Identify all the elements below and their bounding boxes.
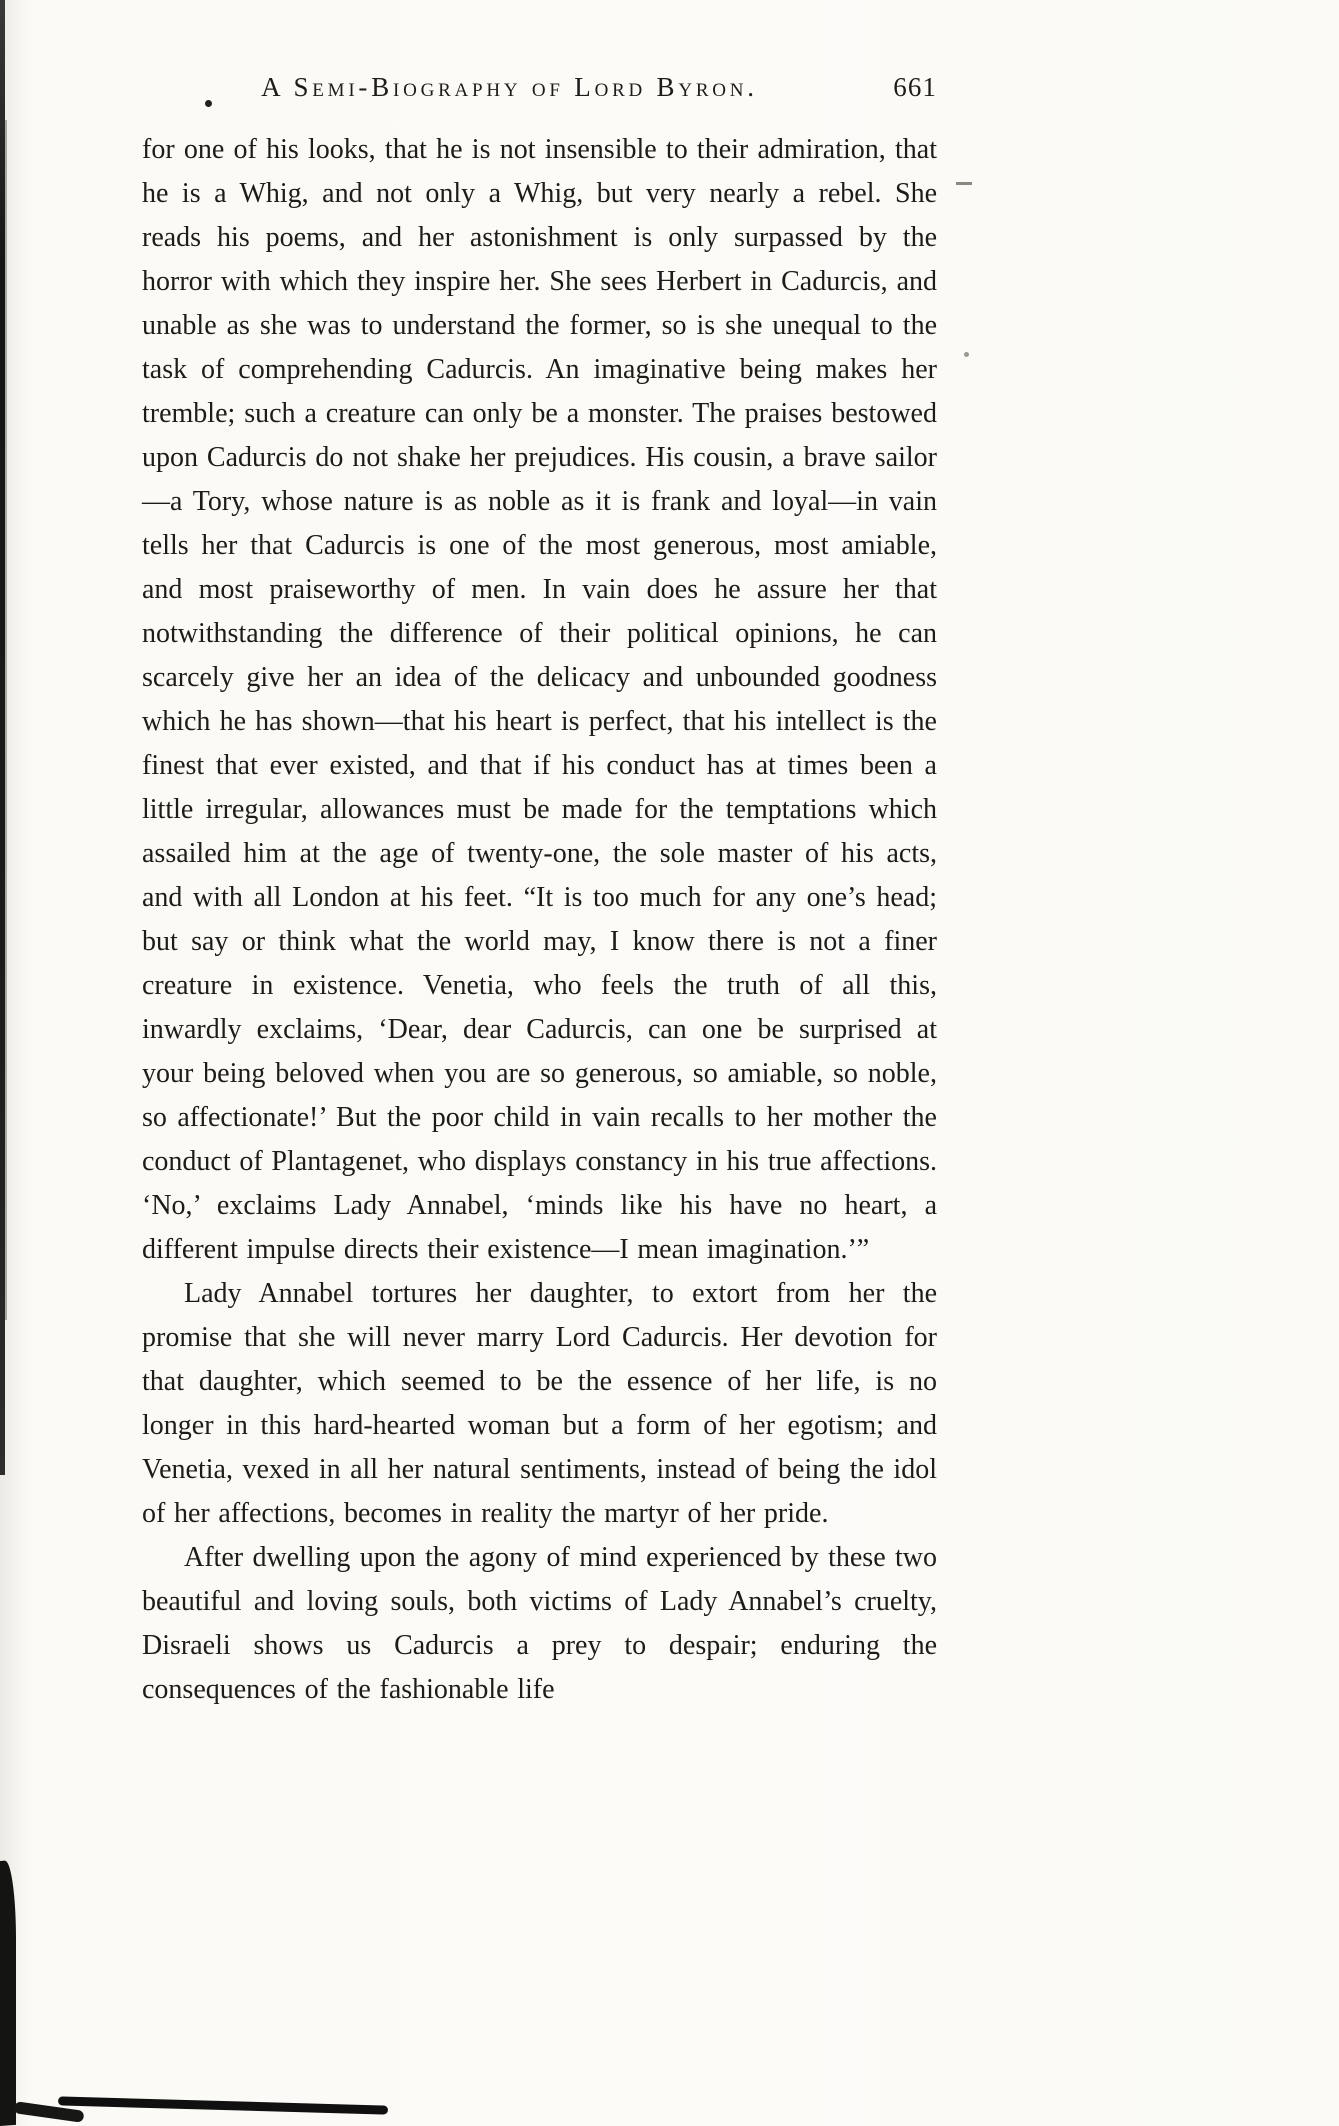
body-paragraph: for one of his looks, that he is not insensible to their admiration, that he is a Whig, and not only a Whig, but very nearly a rebel. She reads his poems, and her astonishment is only surpassed by the horror with which they inspire her. She sees Herbert in Cadurcis, and unable as she was to understand the former, so is she unequal to the task of comprehending Cadurcis. An imaginative being makes her tremble; such a creature can only be a monster. The praises bestowed upon Cadurcis do not shake her prejudices. His cousin, a brave sailor—a Tory, whose nature is as noble as it is frank and loyal—in vain tells her that Cadurcis is one of the most generous, most amiable, and most praiseworthy of men. In vain does he assure her that notwithstanding the difference of their political opinions, he can scarcely give her an idea of the delicacy and unbounded goodness which he has shown—that his heart is perfect, that his intellect is the finest that ever existed, and that if his conduct has at times been a little irregular, allowances must be made for the temptations which assailed him at the age of twenty-one, the sole master of his acts, and with all London at his feet. “It is too much for any one’s head; but say or think what the world may, I know there is not a finer creature in existence. Venetia, who feels the truth of all this, inwardly exclaims, ‘Dear, dear Cadurcis, can one be surprised at your being beloved when you are so generous, so amiable, so noble, so affectionate!’ But the poor child in vain recalls to her mother the conduct of Plantagenet, who displays constancy in his true affections. ‘No,’ exclaims Lady Annabel, ‘minds like his have no heart, a different impulse directs their existence—I mean imagination.’” [142, 134, 937, 1265]
scan-artifact-bottom-streak [58, 2096, 388, 2114]
scan-artifact-bottom-left-corner [0, 1860, 16, 2126]
scan-artifact-bottom-streak-small [14, 2101, 85, 2123]
running-title: A Semi-Biography of Lord Byron. [261, 72, 758, 102]
scan-artifact-left-edge-shadow [5, 120, 7, 1320]
page-number: 661 [893, 72, 937, 102]
scan-artifact-margin-dot [964, 352, 969, 357]
scan-artifact-left-edge [0, 0, 5, 1475]
body-paragraph: Lady Annabel tortures her daughter, to extort from her the promise that she will never marry Lord Cadurcis. Her devotion for that daughter, which seemed to be the essence of her life, is no longer in this hard-hearted woman but a form of her egotism; and Venetia, vexed in all her natural sentiments, instead of being the idol of her affections, becomes in reality the martyr of her pride. [142, 1278, 937, 1529]
body-paragraph: After dwelling upon the agony of mind experienced by these two beautiful and loving souls, both victims of Lady Annabel’s cruelty, Disraeli shows us Cadurcis a prey to despair; enduring the consequences of the fashionable life [142, 1542, 937, 1705]
scan-artifact-margin-dash [956, 182, 972, 185]
page-header [142, 72, 937, 106]
page-body [142, 128, 937, 1712]
